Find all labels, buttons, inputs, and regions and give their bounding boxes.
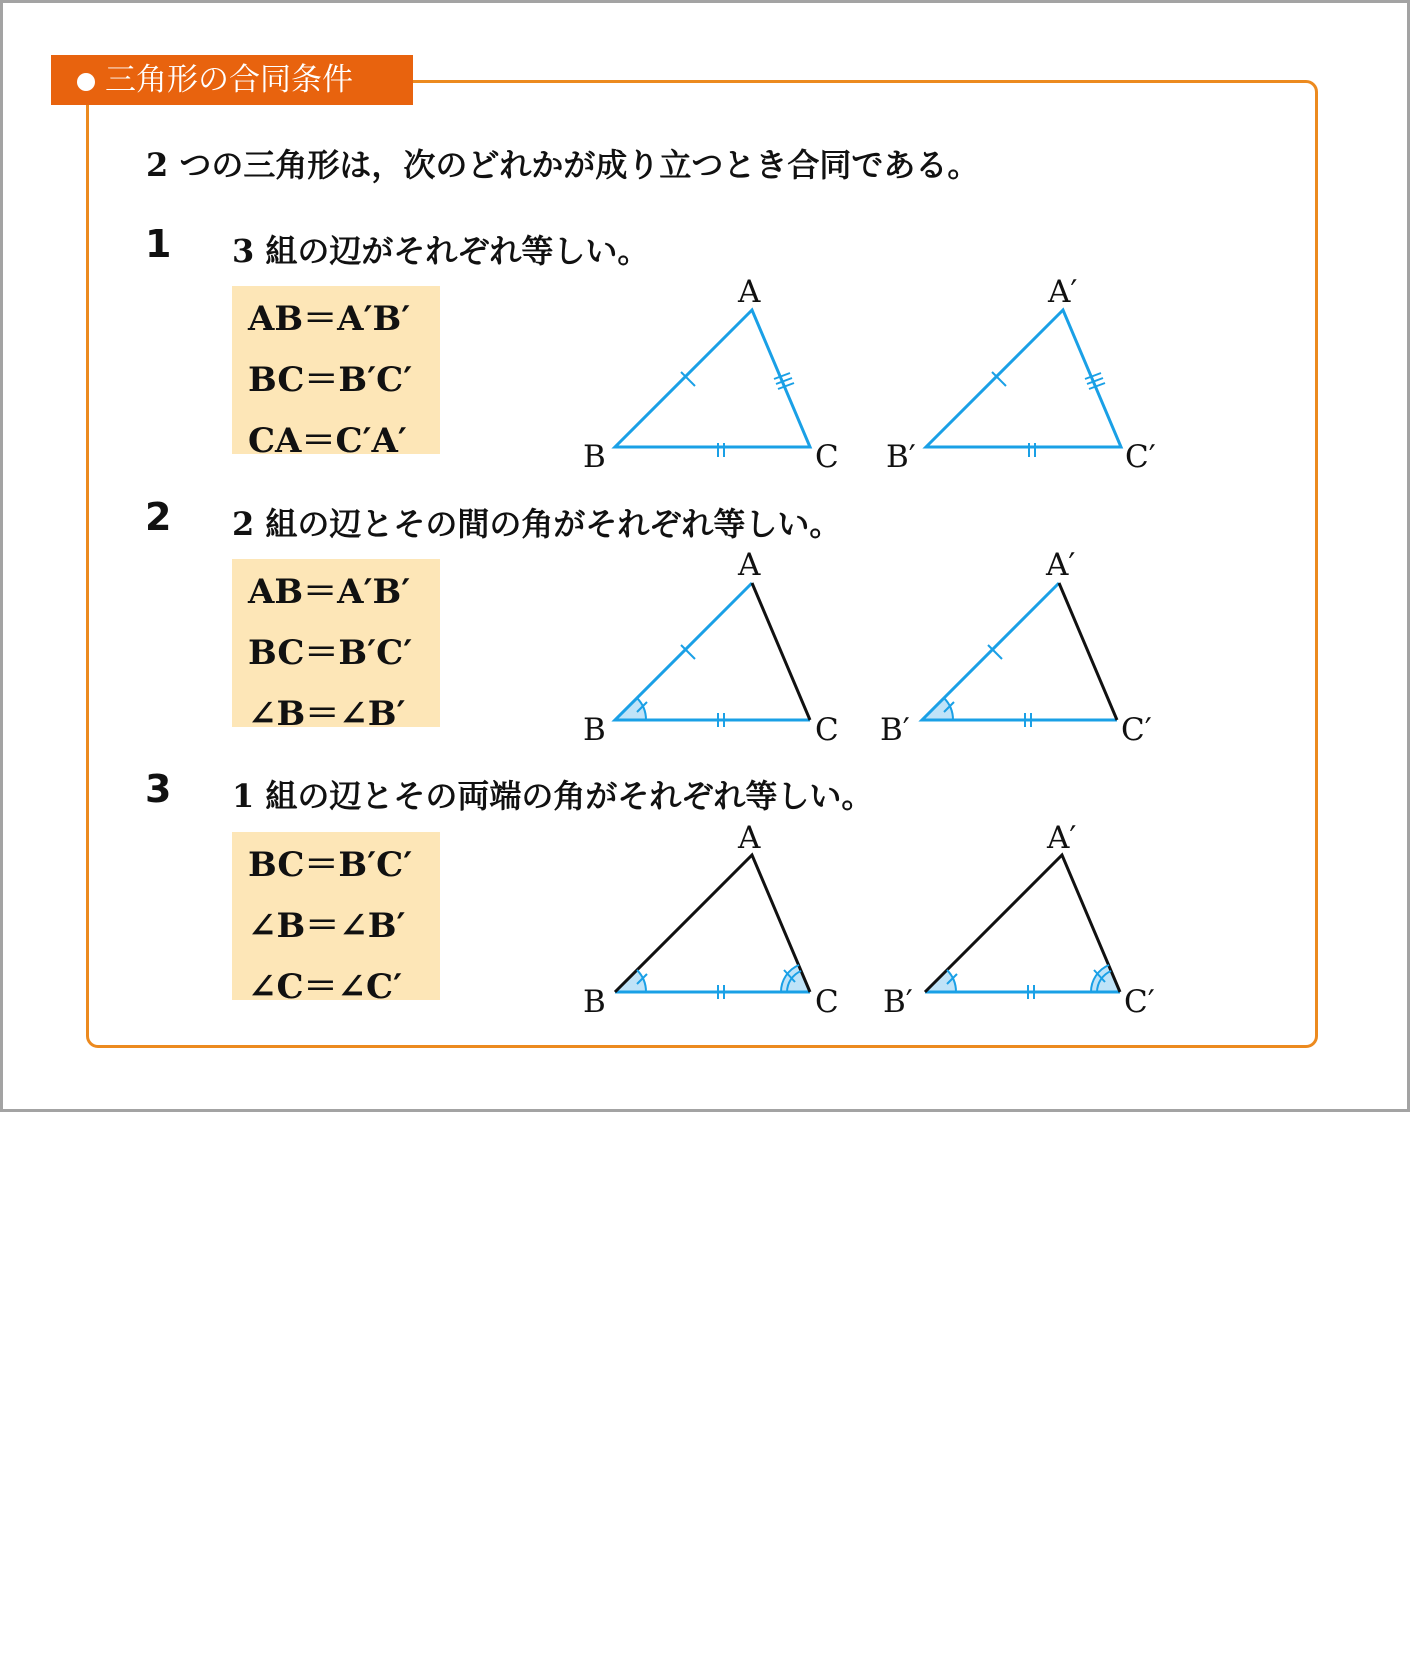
condition-3-number: 3: [145, 767, 172, 811]
equation: ∠C＝∠C′: [248, 967, 403, 1007]
section-title: 三角形の合同条件: [105, 62, 353, 98]
triangle-abc-prime-sas: [880, 547, 1152, 748]
condition-1-text: 3 組の辺がそれぞれ等しい。: [232, 232, 650, 270]
equation: CA＝C′A′: [248, 421, 407, 461]
vertex-label-b: B: [583, 712, 606, 748]
vertex-label-c-prime: C′: [1125, 439, 1156, 475]
equation: ∠B＝∠B′: [248, 694, 406, 734]
intro-text: 2 つの三角形は，次のどれかが成り立つとき合同である。: [146, 146, 980, 184]
vertex-label-a-prime: A′: [1046, 547, 1076, 583]
condition-1-number: 1: [145, 222, 172, 266]
vertex-label-c: C: [815, 712, 839, 748]
equation: BC＝B′C′: [248, 360, 413, 400]
vertex-label-c: C: [815, 439, 839, 475]
vertex-label-a-prime: A′: [1047, 820, 1077, 856]
condition-2-number: 2: [145, 495, 172, 539]
equation: ∠B＝∠B′: [248, 906, 406, 946]
condition-2-text: 2 組の辺とその間の角がそれぞれ等しい。: [232, 505, 842, 543]
vertex-label-b-prime: B′: [886, 439, 916, 475]
vertex-label-b: B: [583, 984, 606, 1020]
equation: AB＝A′B′: [248, 299, 411, 339]
vertex-label-c: C: [815, 984, 839, 1020]
vertex-label-a: A: [738, 547, 761, 583]
equation: AB＝A′B′: [248, 572, 411, 612]
triangle-abc-prime-sss: [886, 274, 1156, 475]
vertex-label-b-prime: B′: [883, 984, 913, 1020]
equation: BC＝B′C′: [248, 633, 413, 673]
triangle-abc-asa: [583, 820, 839, 1020]
triangle-abc-sas: [583, 547, 839, 748]
vertex-label-a: A: [738, 274, 761, 310]
triangle-abc-prime-asa: [883, 820, 1155, 1020]
vertex-label-b-prime: B′: [880, 712, 910, 748]
triangle-abc-sss: [583, 274, 839, 475]
vertex-label-c-prime: C′: [1121, 712, 1152, 748]
vertex-label-b: B: [583, 439, 606, 475]
vertex-label-c-prime: C′: [1124, 984, 1155, 1020]
vertex-label-a: A: [738, 820, 761, 856]
equation: BC＝B′C′: [248, 845, 413, 885]
condition-3-text: 1 組の辺とその両端の角がそれぞれ等しい。: [232, 777, 874, 815]
vertex-label-a-prime: A′: [1048, 274, 1078, 310]
